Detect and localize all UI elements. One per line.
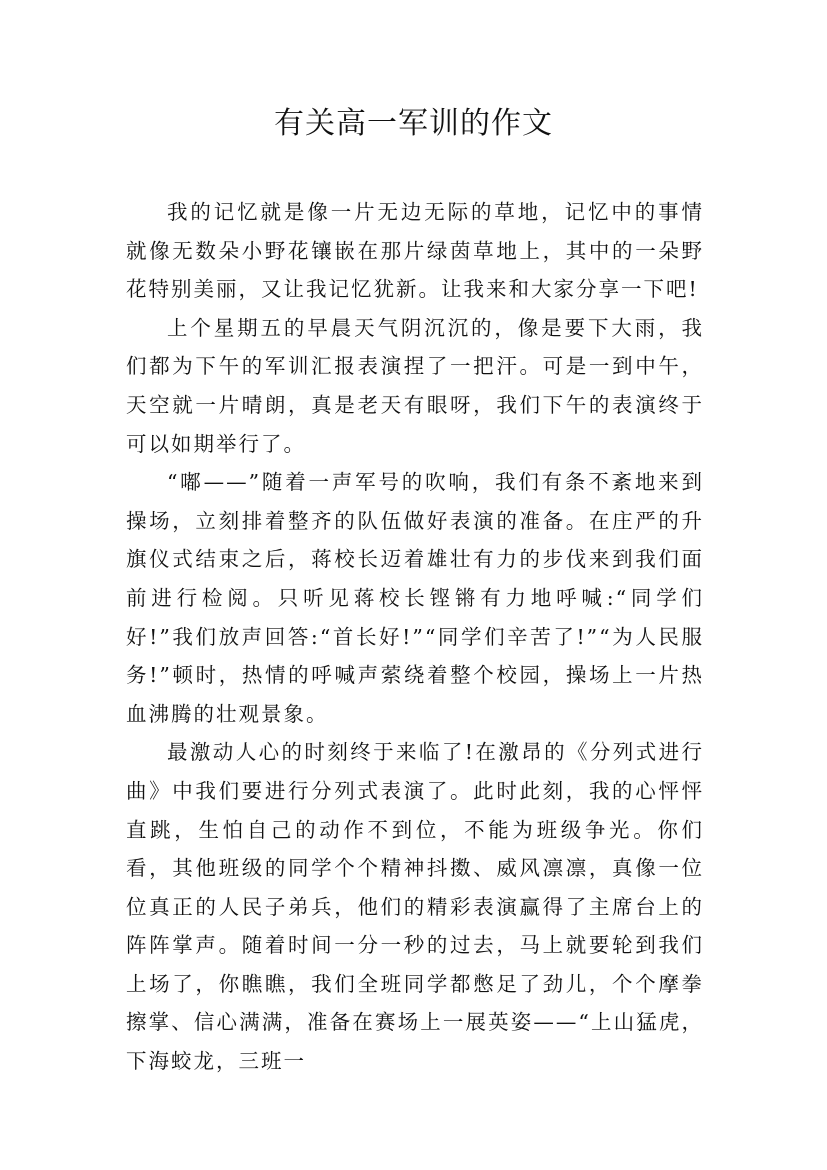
paragraph-1: 我的记忆就是像一片无边无际的草地，记忆中的事情就像无数朵小野花镶嵌在那片绿茵草地上，其中的一朵野花特别美丽，又让我记忆犹新。让我来和大家分享一下吧!	[126, 200, 704, 302]
paragraph-2: 上个星期五的早晨天气阴沉沉的，像是要下大雨，我们都为下午的军训汇报表演捏了一把汗。可是一到中午，天空就一片晴朗，真是老天有眼呀，我们下午的表演终于可以如期举行了。	[126, 315, 704, 456]
document-title: 有关高一军训的作文	[274, 106, 553, 141]
paragraph-3: “嘟——”随着一声军号的吹响，我们有条不紊地来到操场，立刻排着整齐的队伍做好表演的准备。在庄严的升旗仪式结束之后，蒋校长迈着雄壮有力的步伐来到我们面前进行检阅。只听见蒋校长铿锵有力地呼喊:“同学们好!”我们放声回答:“首长好!”“同学们辛苦了!”“为人民服务!”顿时，热情的呼喊声萦绕着整个校园，操场上一片热血沸腾的壮观景象。	[126, 470, 704, 726]
paragraph-4: 最激动人心的时刻终于来临了!在激昂的《分列式进行曲》中我们要进行分列式表演了。此时此刻，我的心怦怦直跳，生怕自己的动作不到位，不能为班级争光。你们看，其他班级的同学个个精神抖擞、威风凛凛，真像一位位真正的人民子弟兵，他们的精彩表演赢得了主席台上的阵阵掌声。随着时间一分一秒的过去，马上就要轮到我们上场了，你瞧瞧，我们全班同学都憋足了劲儿，个个摩拳擦掌、信心满满，准备在赛场上一展英姿——“上山猛虎，下海蛟龙，三班一	[126, 740, 704, 1074]
document-body	[126, 193, 704, 1081]
